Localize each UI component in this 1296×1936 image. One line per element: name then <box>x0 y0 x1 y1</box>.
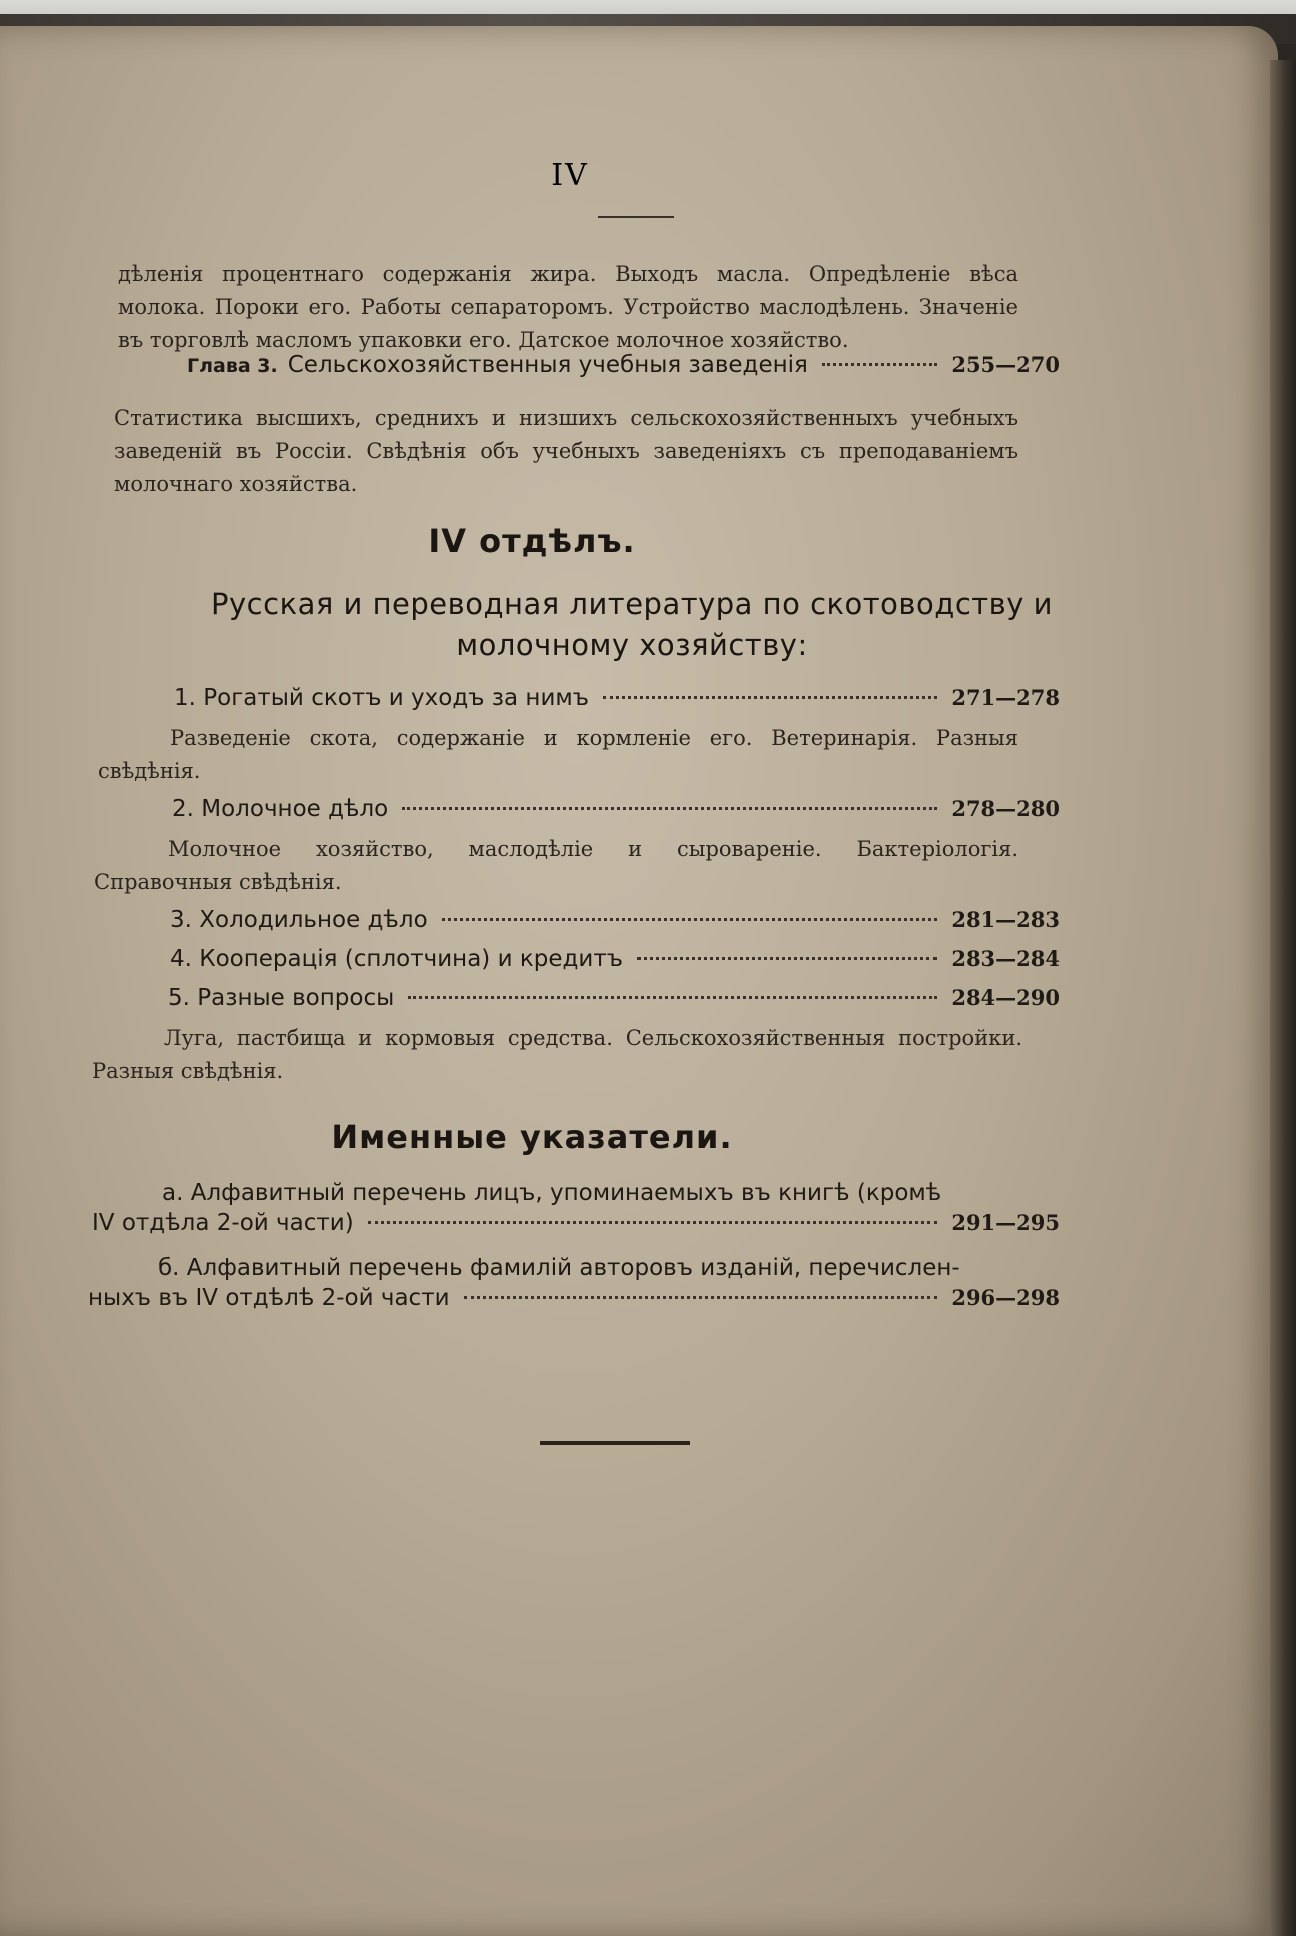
list-item <box>88 1255 1060 1311</box>
dot-leader <box>464 1296 938 1299</box>
dot-leader <box>368 1221 938 1224</box>
list-item <box>168 985 1060 1011</box>
list-item <box>170 946 1060 972</box>
dot-leader <box>442 918 938 921</box>
section-subheading-line1: Русская и переводная литература по скотоводству и <box>211 587 1053 621</box>
entry-title: 1. Рогатый скотъ и уходъ за нимъ <box>174 685 589 711</box>
entry-description: Молочное хозяйство, маслодѣліе и сыровареніе. Бактеріологія. Справочныя свѣдѣнія. <box>94 837 1018 894</box>
list-item <box>170 907 1060 933</box>
entry-title: 4. Кооперація (сплотчина) и кредитъ <box>170 946 623 972</box>
chapter3-description: Статистика высшихъ, среднихъ и низшихъ сельскохозяйственныхъ учебныхъ заведеній въ Россіи. Свѣдѣнія объ учебныхъ заведеніяхъ съ преподаваніемъ молочнаго хозяйства. <box>114 406 1018 496</box>
chapter3-pages: 255—270 <box>951 352 1060 377</box>
section-subheading-line2: молочному хозяйству: <box>456 628 808 662</box>
closing-rule <box>540 1441 690 1445</box>
entry-title: 2. Молочное дѣло <box>172 796 389 822</box>
dot-leader <box>402 807 937 810</box>
entry-pages: 284—290 <box>951 985 1060 1010</box>
index-entry-line2: IV отдѣла 2-ой части) <box>92 1210 354 1236</box>
dot-leader <box>408 996 937 999</box>
index-heading: Именные указатели. <box>331 1118 733 1156</box>
list-item <box>172 796 1060 822</box>
section-heading: IV отдѣлъ. <box>428 522 636 560</box>
dot-leader <box>637 957 937 960</box>
entry-title: 5. Разные вопросы <box>168 985 395 1011</box>
chapter3-prefix: Глава 3. <box>187 355 278 377</box>
chapter3-title: Сельскохозяйственныя учебныя заведенія <box>287 352 808 378</box>
dot-leader <box>603 696 937 699</box>
page-edge-shadow <box>1270 60 1296 1936</box>
folio-underline <box>598 216 674 218</box>
entry-pages: 278—280 <box>951 796 1060 821</box>
index-entry-line2: ныхъ въ IV отдѣлѣ 2-ой части <box>88 1285 450 1311</box>
list-item <box>174 685 1060 711</box>
list-item <box>92 1180 1060 1236</box>
index-entry-pages: 291—295 <box>951 1210 1060 1235</box>
page-folio: IV <box>551 158 589 193</box>
entry-pages: 281—283 <box>951 907 1060 932</box>
index-entry-pages: 296—298 <box>951 1285 1060 1310</box>
entry-description: Разведеніе скота, содержаніе и кормленіе его. Ветеринарія. Разныя свѣдѣнія. <box>98 726 1018 783</box>
entry-description: Луга, пастбища и кормовыя средства. Сельскохозяйственныя постройки. Разныя свѣдѣнія. <box>92 1026 1022 1083</box>
entry-pages: 271—278 <box>951 685 1060 710</box>
entry-pages: 283—284 <box>951 946 1060 971</box>
chapter3-entry <box>187 352 1060 378</box>
dot-leader <box>822 363 937 366</box>
continuation-paragraph: дѣленія процентнаго содержанія жира. Выходъ масла. Опредѣленіе вѣса молока. Пороки его. Работы сепараторомъ. Устройство маслодѣлень. Значеніе въ торговлѣ масломъ упаковки его. Датское молочное хозяйство. <box>118 262 1018 352</box>
index-entry-line1: б. Алфавитный перечень фамилій авторовъ изданій, перечислен- <box>158 1255 960 1281</box>
index-entry-line1: а. Алфавитный перечень лицъ, упоминаемыхъ въ книгѣ (кромѣ <box>162 1180 942 1206</box>
entry-title: 3. Холодильное дѣло <box>170 907 428 933</box>
